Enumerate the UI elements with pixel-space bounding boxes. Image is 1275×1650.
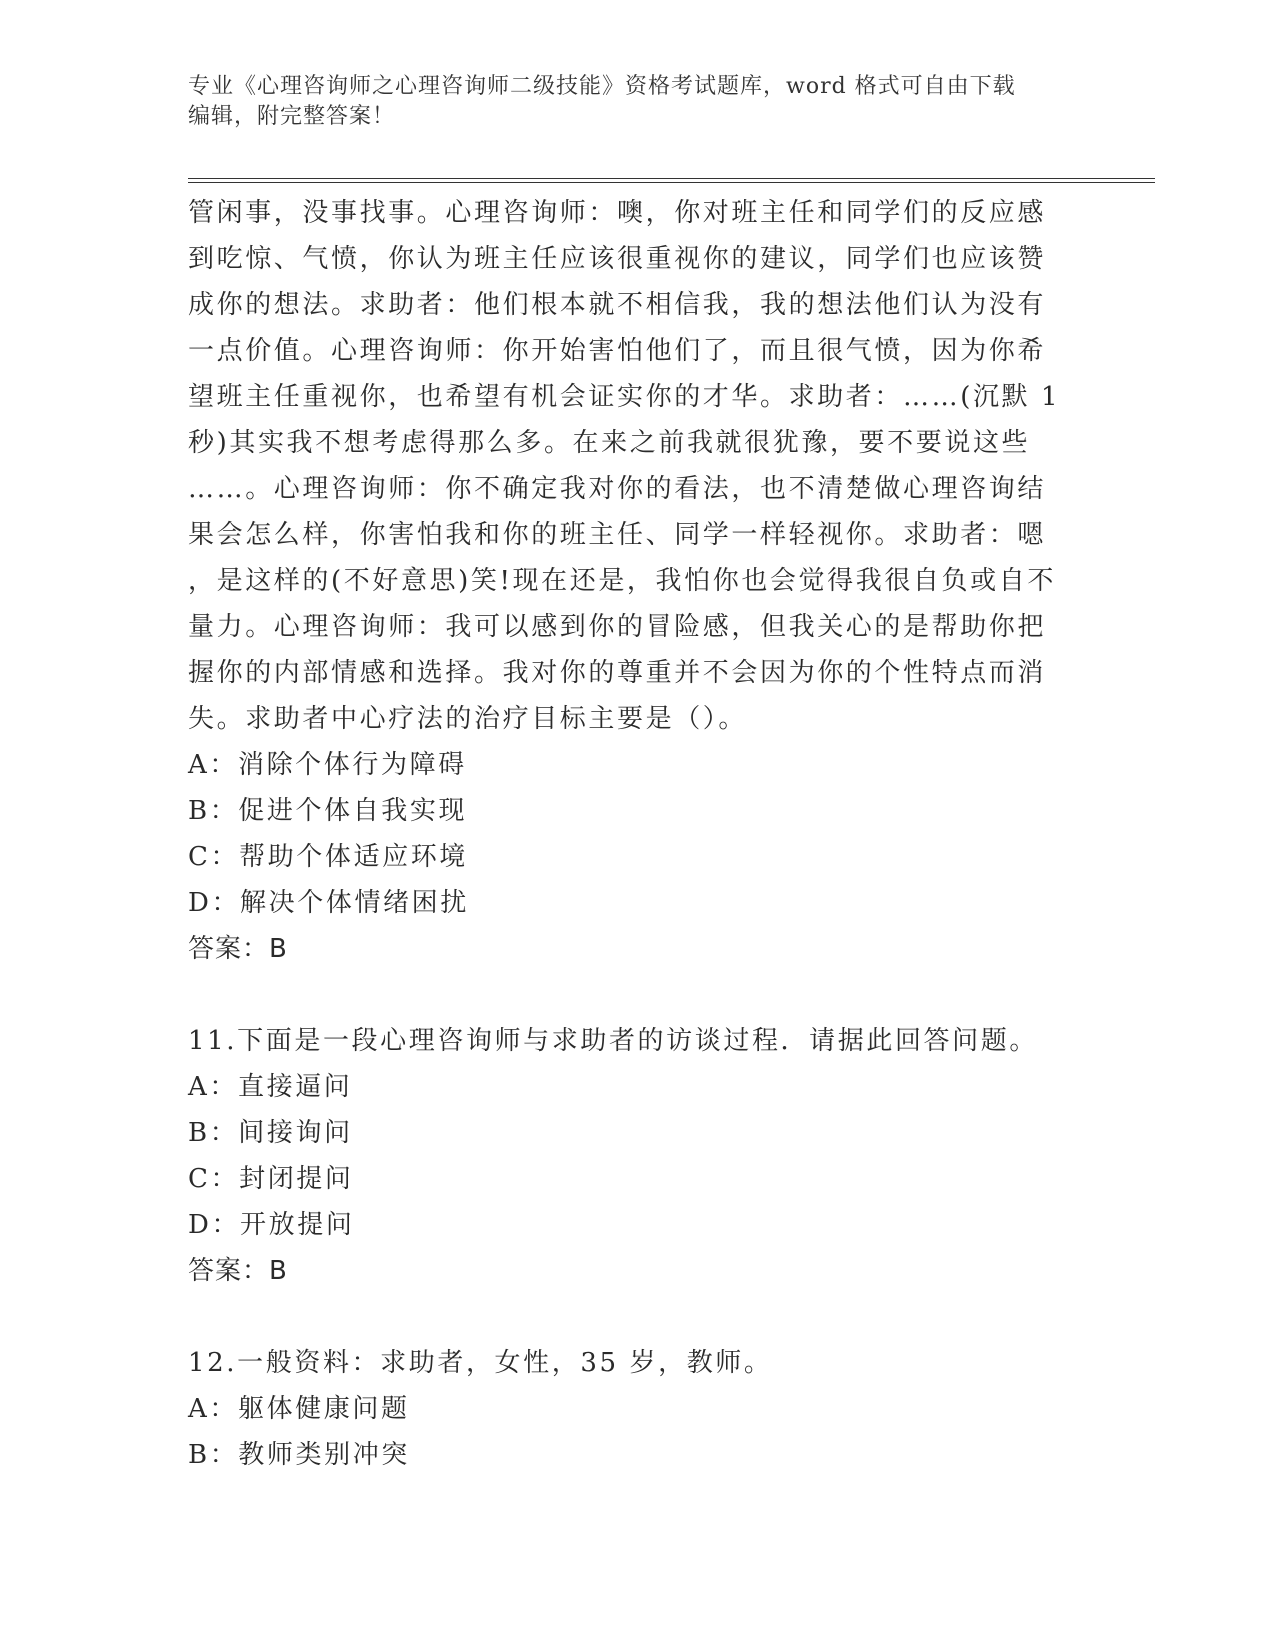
option-b: B：间接询问 [188, 1118, 353, 1148]
spacer [188, 1294, 1088, 1340]
header-divider [188, 178, 1155, 183]
document-body [188, 190, 1088, 1478]
passage-line: 握你的内部情感和选择。我对你的尊重并不会因为你的个性特点而消 [188, 658, 1047, 688]
header-line-2: 编辑，附完整答案！ [188, 104, 396, 129]
option-a: A：直接逼问 [188, 1072, 353, 1102]
question-11 [188, 1018, 1088, 1294]
passage-line: 果会怎么样，你害怕我和你的班主任、同学一样轻视你。求助者：嗯 [188, 520, 1047, 550]
question-10 [188, 190, 1088, 972]
passage-line: ，是这样的(不好意思)笑!现在还是，我怕你也会觉得我很自负或自不 [188, 566, 1056, 596]
document-header [188, 72, 1088, 132]
passage-line: 失。求助者中心疗法的治疗目标主要是（）。 [188, 704, 748, 734]
passage-line: ……。心理咨询师：你不确定我对你的看法，也不清楚做心理咨询结 [188, 474, 1047, 504]
answer: 答案：B [188, 1256, 288, 1286]
question-title: 12.一般资料：求助者，女性，35 岁，教师。 [188, 1348, 773, 1378]
option-c: C：帮助个体适应环境 [188, 842, 468, 872]
answer: 答案：B [188, 934, 288, 964]
passage-line: 一点价值。心理咨询师：你开始害怕他们了，而且很气愤，因为你希 [188, 336, 1047, 366]
option-d: D：解决个体情绪困扰 [188, 888, 469, 918]
spacer [188, 972, 1088, 1018]
header-line-1: 专业《心理咨询师之心理咨询师二级技能》资格考试题库，word 格式可自由下载 [188, 74, 1016, 99]
passage-line: 望班主任重视你，也希望有机会证实你的才华。求助者：……(沉默 1 [188, 382, 1061, 412]
option-c: C：封闭提问 [188, 1164, 354, 1194]
option-d: D：开放提问 [188, 1210, 355, 1240]
passage-line: 到吃惊、气愤，你认为班主任应该很重视你的建议，同学们也应该赞 [188, 244, 1047, 274]
passage-line: 量力。心理咨询师：我可以感到你的冒险感，但我关心的是帮助你把 [188, 612, 1047, 642]
option-b: B：教师类别冲突 [188, 1440, 410, 1470]
option-a: A：消除个体行为障碍 [188, 750, 467, 780]
question-title: 11.下面是一段心理咨询师与求助者的访谈过程．请据此回答问题。 [188, 1026, 1038, 1056]
option-b: B：促进个体自我实现 [188, 796, 468, 826]
question-12 [188, 1340, 1088, 1478]
option-a: A：躯体健康问题 [188, 1394, 410, 1424]
passage-line: 管闲事，没事找事。心理咨询师：噢，你对班主任和同学们的反应感 [188, 198, 1047, 228]
passage-line: 秒)其实我不想考虑得那么多。在来之前我就很犹豫，要不要说这些 [188, 428, 1031, 458]
passage-line: 成你的想法。求助者：他们根本就不相信我，我的想法他们认为没有 [188, 290, 1047, 320]
